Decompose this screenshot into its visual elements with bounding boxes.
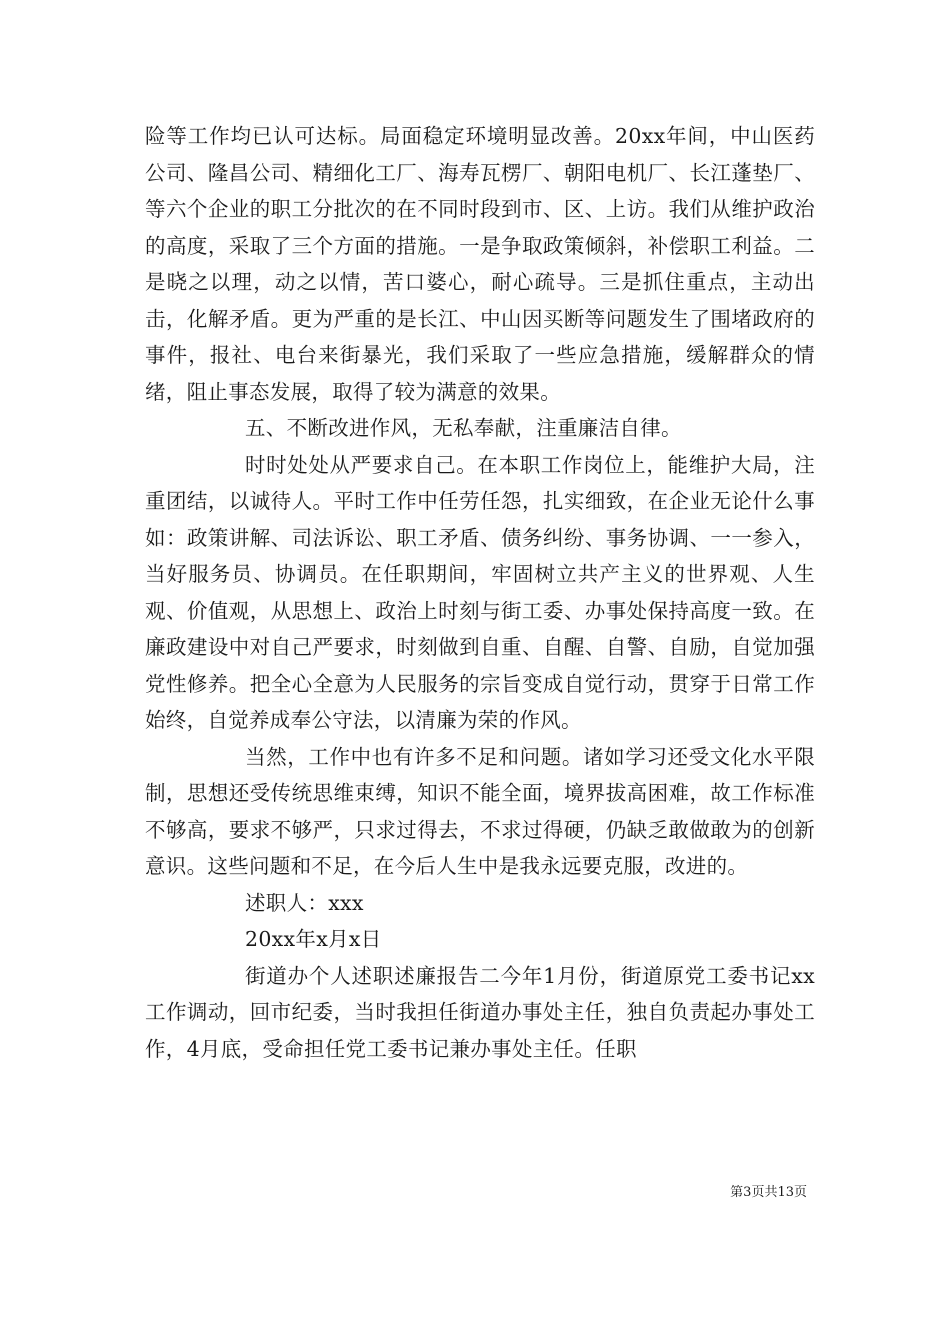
page-number: 第3页共13页 [730,1185,807,1200]
date-line: 20xx年x月x日 [245,927,382,951]
section-heading: 五、不断改进作风，无私奉献，注重廉洁自律。 [245,416,682,440]
paragraph-continuation: 险等工作均已认可达标。局面稳定环境明显改善。20xx年间，中山医药公司、隆昌公司、精细化工厂、海寿瓦楞厂、朝阳电机厂、长江蓬垫厂、等六个企业的职工分批次的在不同时段到市、区、上访。我们从维护政治的高度，采取了三个方面的措施。一是争取政策倾斜，补偿职工利益。二是晓之以理，动之以情，苦口婆心，耐心疏导。三是抓住重点，主动出击，化解矛盾。更为严重的是长江、中山因买断等问题发生了围堵政府的事件，报社、电台来街暴光，我们采取了一些应急措施，缓解群众的情绪，阻止事态发展，取得了较为满意的效果。 [145,124,815,404]
document-body [145,118,815,1067]
paragraph-conduct: 时时处处从严要求自己。在本职工作岗位上，能维护大局，注重团结，以诚待人。平时工作中任劳任怨，扎实细致，在企业无论什么事如：政策讲解、司法诉讼、职工矛盾、债务纠纷、事务协调、一一参入，当好服务员、协调员。在任职期间，牢固树立共产主义的世界观、人生观、价值观，从思想上、政治上时刻与街工委、办事处保持高度一致。在廉政建设中对自己严要求，时刻做到自重、自醒、自警、自励，自觉加强党性修养。把全心全意为人民服务的宗旨变成自觉行动，贯穿于日常工作始终，自觉养成奉公守法，以清廉为荣的作风。 [145,452,815,732]
signature-line: 述职人：xxx [245,890,364,915]
paragraph-shortcomings: 当然，工作中也有许多不足和问题。诸如学习还受文化水平限制，思想还受传统思维束缚，知识不能全面，境界拔高困难，故工作标准不够高，要求不够严，只求过得去，不求过得硬，仍缺乏敢做敢为的创新意识。这些问题和不足，在今后人生中是我永远要克服，改进的。 [145,744,815,878]
paragraph-next-report: 街道办个人述职述廉报告二今年1月份，街道原党工委书记xx工作调动，回市纪委，当时我担任街道办事处主任，独自负责起办事处工作，4月底，受命担任党工委书记兼办事处主任。任职 [145,963,815,1061]
